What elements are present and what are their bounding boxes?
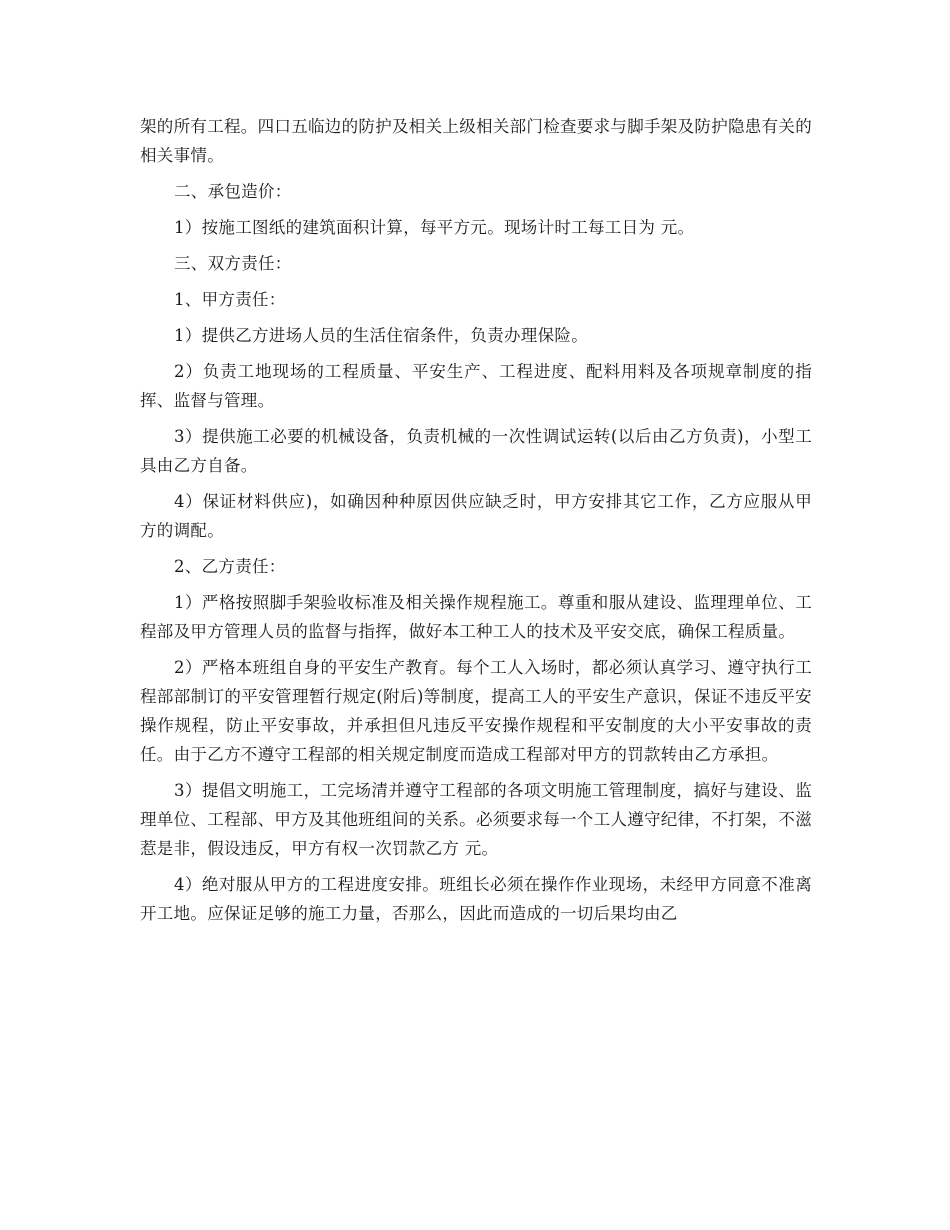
section-heading-contract-price: 二、承包造价： (174, 182, 292, 201)
paragraph: 2）严格本班组自身的平安生产教育。每个工人入场时，都必须认真学习、遵守执行工程部部制订的平安管理暂行规定(附后)等制度，提高工人的平安生产意识，保证不违反平安操作规程，防止平安事故，并承担但凡违反平安操作规程和平安制度的大小平安事故的责任。由于乙方不遵守工程部的相关规定制度而造成工程部对甲方的罚款转由乙方承担。 (140, 658, 812, 764)
subsection-heading-party-a: 1、甲方责任： (174, 290, 286, 309)
paragraph: 2）负责工地现场的工程质量、平安生产、工程进度、配料用料及各项规章制度的指挥、监督与管理。 (140, 362, 812, 410)
paragraph: 4）保证材料供应)，如确因种种原因供应缺乏时，甲方安排其它工作，乙方应服从甲方的调配。 (140, 492, 812, 540)
paragraph: 3）提倡文明施工，工完场清并遵守工程部的各项文明施工管理制度，搞好与建设、监理单位、工程部、甲方及其他班组间的关系。必须要求每一个工人遵守纪律，不打架，不滋惹是非，假设违反，甲方有权一次罚款乙方 元。 (140, 781, 812, 858)
paragraph: 架的所有工程。四口五临边的防护及相关上级相关部门检查要求与脚手架及防护隐患有关的相关事情。 (140, 117, 812, 165)
paragraph: 1）按施工图纸的建筑面积计算，每平方元。现场计时工每工日为 元。 (174, 218, 695, 237)
paragraph: 1）严格按照脚手架验收标准及相关操作规程施工。尊重和服从建设、监理理单位、工程部及甲方管理人员的监督与指挥，做好本工种工人的技术及平安交底，确保工程质量。 (140, 593, 812, 641)
paragraph: 3）提供施工必要的机械设备，负责机械的一次性调试运转(以后由乙方负责)，小型工具由乙方自备。 (140, 427, 812, 475)
document-body (140, 112, 812, 935)
paragraph: 1）提供乙方进场人员的生活住宿条件，负责办理保险。 (174, 326, 588, 345)
section-heading-responsibilities: 三、双方责任： (174, 254, 292, 273)
paragraph: 4）绝对服从甲方的工程进度安排。班组长必须在操作作业现场，未经甲方同意不准离开工地。应保证足够的施工力量，否那么，因此而造成的一切后果均由乙 (140, 875, 812, 923)
subsection-heading-party-b: 2、乙方责任： (174, 557, 286, 576)
